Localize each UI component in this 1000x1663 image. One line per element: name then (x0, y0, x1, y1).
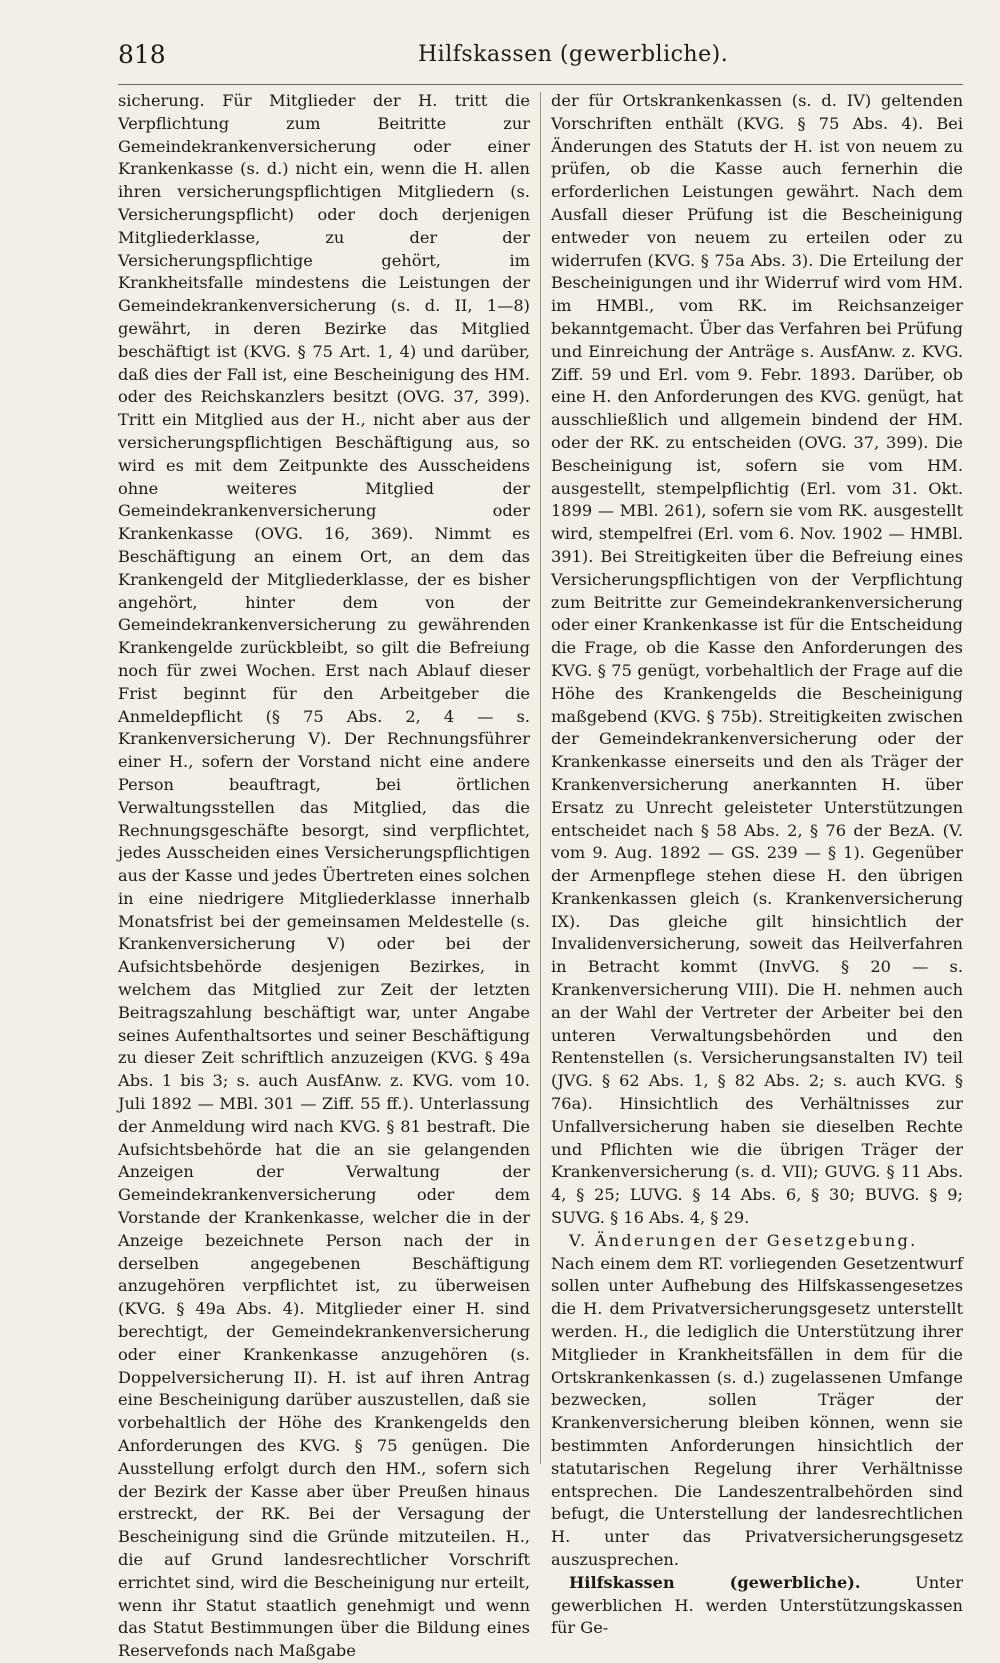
entry-text: Unter gewerblichen H. werden Unterstützungskassen für Ge- (551, 1572, 963, 1638)
entry-heading: Hilfskassen (gewerbliche). (569, 1572, 861, 1592)
running-title: Hilfskassen (gewerbliche). (418, 42, 729, 67)
entry-paragraph (551, 1572, 963, 1640)
right-paragraph-1: der für Ortskrankenkassen (s. d. IV) geltenden Vorschriften enthält (KVG. § 75 Abs. 4). Bei Änderungen des Statuts der H. ist von neuem zu prüfen, ob die Kasse auch fernerhin die erforderlichen Leistungen gewährt. Nach dem Ausfall dieser Prüfung ist die Bescheinigung entweder von neuem zu erteilen oder zu widerrufen (KVG. § 75a Abs. 3). Die Erteilung der Bescheinigungen und ihr Widerruf wird vom HM. im HMBl., vom RK. im Reichsanzeiger bekanntgemacht. Über das Verfahren bei Prüfung und Einreichung der Anträge s. AusfAnw. z. KVG. Ziff. 59 und Erl. vom 9. Febr. 1893. Darüber, ob eine H. den Anforderungen des KVG. genügt, hat ausschließlich und allgemein bindend der HM. oder der RK. zu entscheiden (OVG. 37, 399). Die Bescheinigung ist, sofern sie vom HM. ausgestellt, stempelpflichtig (Erl. vom 31. Okt. 1899 — MBl. 261), sofern sie vom RK. ausgestellt wird, stempelfrei (Erl. vom 6. Nov. 1902 — HMBl. 391). Bei Streitigkeiten über die Befreiung eines Versicherungspflichtigen von der Verpflichtung zum Beitritte zur Gemeindekrankenversicherung oder einer Krankenkasse ist für die Entscheidung die Frage, ob die Kasse den Anforderungen des KVG. § 75 genügt, vorbehaltlich der Frage auf die Höhe des Krankengelds die Bescheinigung maßgebend (KVG. § 75b). Streitigkeiten zwischen der Gemeindekrankenversicherung oder der Krankenkasse einerseits und den als Träger der Krankenversicherung anerkannten H. über Ersatz zu Unrecht geleisteter Unterstützungen entscheidet nach § 58 Abs. 2, § 76 der BezA. (V. vom 9. Aug. 1892 — GS. 239 — § 1). Gegenüber der Armenpflege stehen diese H. den übrigen Krankenkassen gleich (s. Krankenversicherung IX). Das gleiche gilt hinsichtlich der Invalidenversicherung, soweit das Heilverfahren in Betracht kommt (InvVG. § 20 — s. Krankenversicherung VIII). Die H. nehmen auch an der Wahl der Vertreter der Arbeiter bei den unteren Verwaltungsbehörden und den Rentenstellen (s. Versicherungsanstalten IV) teil (JVG. § 62 Abs. 1, § 82 Abs. 2; s. auch KVG. § 76a). Hinsichtlich des Verhältnisses zur Unfallversicherung haben sie dieselben Rechte und Pflichten wie die übrigen Träger der Krankenversicherung (s. d. VII); GUVG. § 11 Abs. 4, § 25; LUVG. § 14 Abs. 6, § 30; BUVG. § 9; SUVG. § 16 Abs. 4, § 29. (551, 91, 963, 1228)
section-heading: V. Änderungen der Gesetzgebung. (569, 1230, 918, 1250)
left-column (118, 90, 530, 1661)
right-paragraph-2: Nach einem dem RT. vorliegenden Gesetzentwurf sollen unter Aufhebung des Hilfskassengesetzes die H. dem Privatversicherungsgesetz unterstellt werden. H., die lediglich die Unterstützung ihrer Mitglieder in Krankheitsfällen in dem für die Ortskrankenkassen (s. d.) zugelassenen Umfange bezwecken, sollen Träger der Krankenversicherung bleiben können, wenn sie bestimmten Anforderungen hinsichtlich der statutarischen Regelung ihrer Verhältnisse entsprechen. Die Landeszentralbehörden sind befugt, die Unterstellung der landesrechtlichen H. unter das Privatversicherungsgesetz auszusprechen. (551, 1253, 963, 1569)
column-divider (540, 92, 541, 1464)
right-column (551, 90, 963, 1638)
header-rule (118, 84, 963, 85)
page-number: 818 (118, 40, 166, 69)
page-header (118, 40, 963, 80)
left-column-text: sicherung. Für Mitglieder der H. tritt die Verpflichtung zum Beitritte zur Gemeindekrankenversicherung oder einer Krankenkasse (s. d.) nicht ein, wenn die H. allen ihren versicherungspflichtigen Mitgliedern (s. Versicherungspflicht) oder doch derjenigen Mitgliederklasse, zu der der Versicherungspflichtige gehört, im Krankheitsfalle mindestens die Leistungen der Gemeindekrankenversicherung (s. d. II, 1—8) gewährt, in deren Bezirke das Mitglied beschäftigt ist (KVG. § 75 Art. 1, 4) und darüber, daß dies der Fall ist, eine Bescheinigung des HM. oder des Reichskanzlers besitzt (OVG. 37, 399). Tritt ein Mitglied aus der H., nicht aber aus der versicherungspflichtigen Beschäftigung aus, so wird es mit dem Zeitpunkte des Ausscheidens ohne weiteres Mitglied der Gemeindekrankenversicherung oder Krankenkasse (OVG. 16, 369). Nimmt es Beschäftigung an einem Ort, an dem das Krankengeld der Mitgliederklasse, der es bisher angehört, hinter dem von der Gemeindekrankenversicherung zu gewährenden Krankengelde zurückbleibt, so gilt die Befreiung noch für zwei Wochen. Erst nach Ablauf dieser Frist beginnt für den Arbeitgeber die Anmeldepflicht (§ 75 Abs. 2, 4 — s. Krankenversicherung V). Der Rechnungsführer einer H., sofern der Vorstand nicht eine andere Person beauftragt, bei örtlichen Verwaltungsstellen das Mitglied, das die Rechnungsgeschäfte besorgt, sind verpflichtet, jedes Ausscheiden eines Versicherungspflichtigen aus der Kasse und jedes Übertreten eines solchen in eine niedrigere Mitgliederklasse innerhalb Monatsfrist bei der gemeinsamen Meldestelle (s. Krankenversicherung V) oder bei der Aufsichtsbehörde desjenigen Bezirkes, in welchem das Mitglied zur Zeit der letzten Beitragszahlung beschäftigt war, unter Angabe seines Aufenthaltsortes und seiner Beschäftigung zu dieser Zeit schriftlich anzuzeigen (KVG. § 49a Abs. 1 bis 3; s. auch AusfAnw. z. KVG. vom 10. Juli 1892 — MBl. 301 — Ziff. 55 ff.). Unterlassung der Anmeldung wird nach KVG. § 81 bestraft. Die Aufsichtsbehörde hat die an sie gelangenden Anzeigen der Verwaltung der Gemeindekrankenversicherung oder dem Vorstande der Krankenkasse, welcher die in der Anzeige bezeichnete Person nach der in derselben angegebenen Beschäftigung anzugehören verpflichtet ist, zu überweisen (KVG. § 49a Abs. 4). Mitglieder einer H. sind berechtigt, der Gemeindekrankenversicherung oder einer Krankenkasse anzugehören (s. Doppelversicherung II). H. ist auf ihren Antrag eine Bescheinigung darüber auszustellen, daß sie vorbehaltlich der Höhe des Krankengelds den Anforderungen des KVG. § 75 genügen. Die Ausstellung erfolgt durch den HM., sofern sich der Bezirk der Kasse aber über Preußen hinaus erstreckt, der RK. Bei der Versagung der Bescheinigung sind die Gründe mitzuteilen. H., die auf Grund landesrechtlicher Vorschrift errichtet sind, wird die Bescheinigung nur erteilt, wenn ihr Statut staatlich genehmigt und wenn das Statut Bestimmungen über die Bildung eines Reservefonds nach Maßgabe (118, 91, 530, 1661)
